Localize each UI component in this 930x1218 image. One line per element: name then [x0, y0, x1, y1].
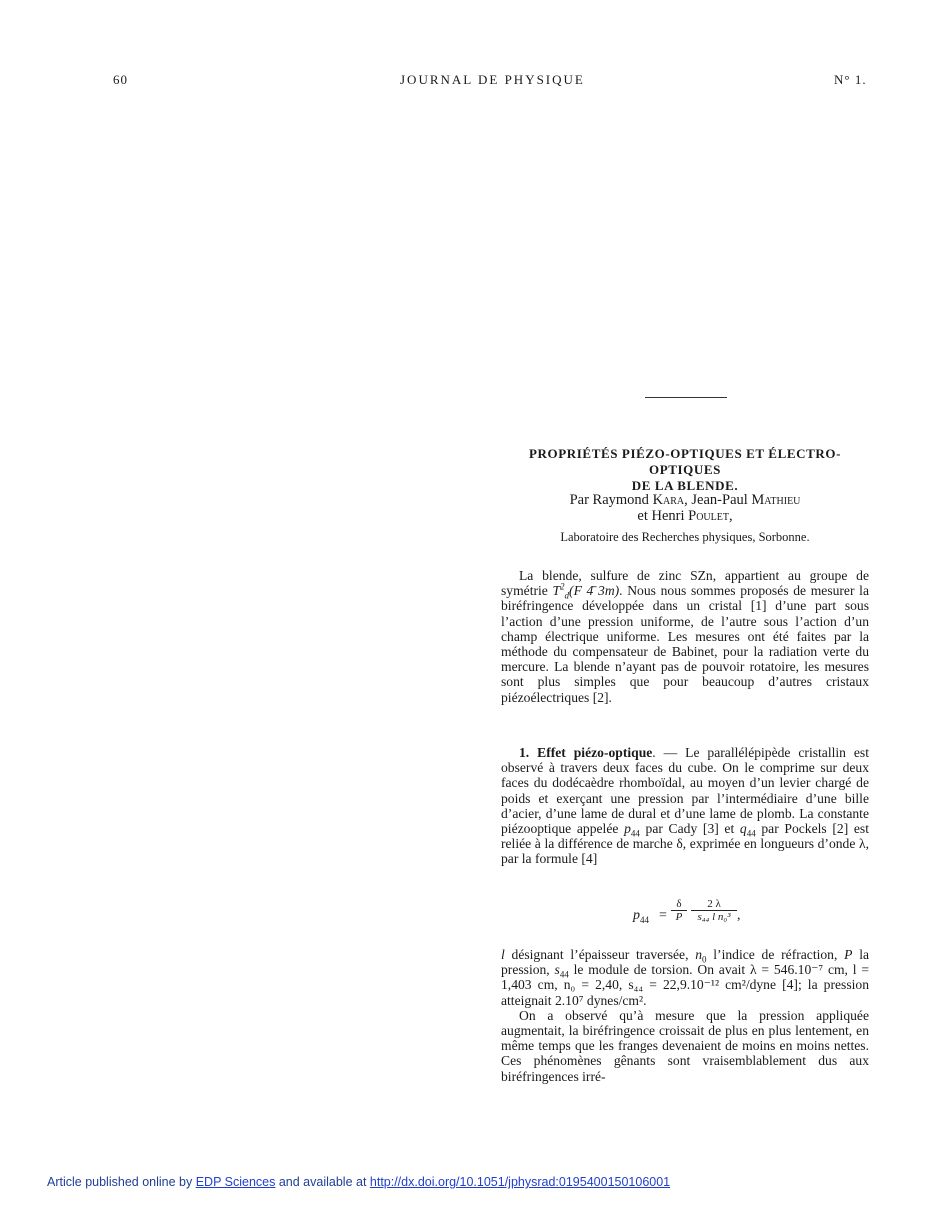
n0-symbol: n [695, 947, 703, 962]
title-line-2: DE LA BLENDE. [631, 478, 739, 493]
p44-sub: 44 [630, 828, 640, 839]
author-poulet: Poulet [688, 508, 729, 524]
p2-text-b: par Cady [3] et [639, 821, 740, 837]
title-line-1: PROPRIÉTÉS PIÉZO-OPTIQUES ET ÉLECTRO-OPTIQUES [529, 446, 841, 477]
formula-lhs: $p_{44}$ [633, 908, 649, 925]
issue-number: N° 1. [834, 72, 867, 87]
paragraph-observation: On a observé qu’à mesure que la pression appliquée augmentait, la biréfringence croissait de plus en plus lentement, en même temps que les franges devenaient de moins en moins nettes. Ces phénomènes gênants sont vraisemblablement dus aux biréfringences irré- [501, 1007, 869, 1084]
p3-text-b: l’indice de réfraction, [706, 947, 845, 962]
n0-sub: 0 [702, 954, 707, 965]
authors-mid: , Jean-Paul [684, 492, 752, 508]
p3-text-c: la pression, [501, 947, 870, 978]
footer-mid: and available at [275, 1175, 370, 1189]
authors-prefix: Par Raymond [569, 492, 653, 508]
author-mathieu: Mathieu [751, 492, 801, 508]
page-number: 60 [113, 72, 128, 87]
P-symbol: P [844, 947, 853, 962]
paragraph-definitions [501, 947, 869, 1084]
separator-rule [645, 397, 727, 398]
p3-text-d: le module de torsion. On avait λ = 546.10⁻⁷ cm, l = 1,403 cm, n₀ = 2,40, s₄₄ = 22,9.10⁻¹² cm²/dyne [4]; la pression atteignait 2.10⁷ dynes/cm². [501, 962, 869, 1008]
authors-end: , [728, 508, 733, 524]
article-title [501, 446, 869, 494]
paragraph-intro [501, 568, 869, 705]
p1-text-b: . Nous nous sommes proposés de mesurer la biréfringence développée dans un cristal [1] d’une part sous l’action d’une pression uniforme, de l’autre sous l’action d’un champ électrique uniforme. Les mesures ont été faites par la méthode du compensateur de Babinet, pour la radiation verte du mercure. La blende n’ayant pas de pouvoir rotatoire, les mesures sont plus simples que pour beaucoup d’autres cristaux piézoélectriques [2]. [501, 583, 869, 705]
author-kara: Kara [652, 492, 685, 508]
p2-text-a: . — Le parallélépipède cristallin est observé à travers deux faces du cube. On le comprime sur deux faces du dodécaèdre rhomboïdal, au moyen d’un levier chargé de poids et exerçant une pression par l’intermédiaire d’une bille d’acier, d’une lame de dural et d’une lame de plomb. La constante piézooptique appelée [501, 745, 869, 837]
formula-comma: , [737, 908, 741, 923]
journal-title: JOURNAL DE PHYSIQUE [400, 72, 585, 87]
p2-text-c: par Pockels [2] est reliée à la différence de marche δ, exprimée en longueurs d’onde λ, par la formule [4] [501, 821, 869, 867]
affiliation: Laboratoire des Recherches physiques, Sorbonne. [560, 530, 810, 544]
footer [47, 1175, 670, 1189]
formula-equals: = [659, 908, 667, 923]
p44-symbol: p [624, 821, 631, 837]
symmetry-symbol: $T^2_d$ [552, 581, 570, 601]
s44-symbol: s [554, 962, 560, 978]
publisher-link[interactable]: EDP Sciences [195, 1175, 276, 1189]
doi-link[interactable]: http://dx.doi.org/10.1051/jphysrad:0195400150106001 [369, 1175, 671, 1189]
p3-text-a: désignant l’épaisseur traversée, [504, 947, 696, 962]
p1-text-a: La blende, sulfure de zinc SZn, appartient au groupe de symétrie [501, 568, 869, 599]
space-group: (F 4̄ 3m) [569, 583, 620, 599]
fraction-delta-p: $\frac{\delta}{P}$ [671, 898, 687, 924]
q44-sub: 44 [746, 828, 756, 839]
q44-symbol: q [739, 821, 747, 837]
formula [633, 898, 773, 932]
paragraph-piezo [501, 745, 869, 867]
authors-et: et Henri [637, 508, 689, 524]
l-symbol: l [501, 947, 505, 962]
footer-prefix: Article published online by [47, 1175, 196, 1189]
s44-sub: 44 [559, 969, 569, 980]
section-heading: 1. Effet piézo-optique [519, 745, 653, 760]
fraction-lambda: $\frac{2 \lambda}{\text{s₄₄ l n₀³}}$ [691, 898, 737, 924]
authors [501, 492, 869, 524]
